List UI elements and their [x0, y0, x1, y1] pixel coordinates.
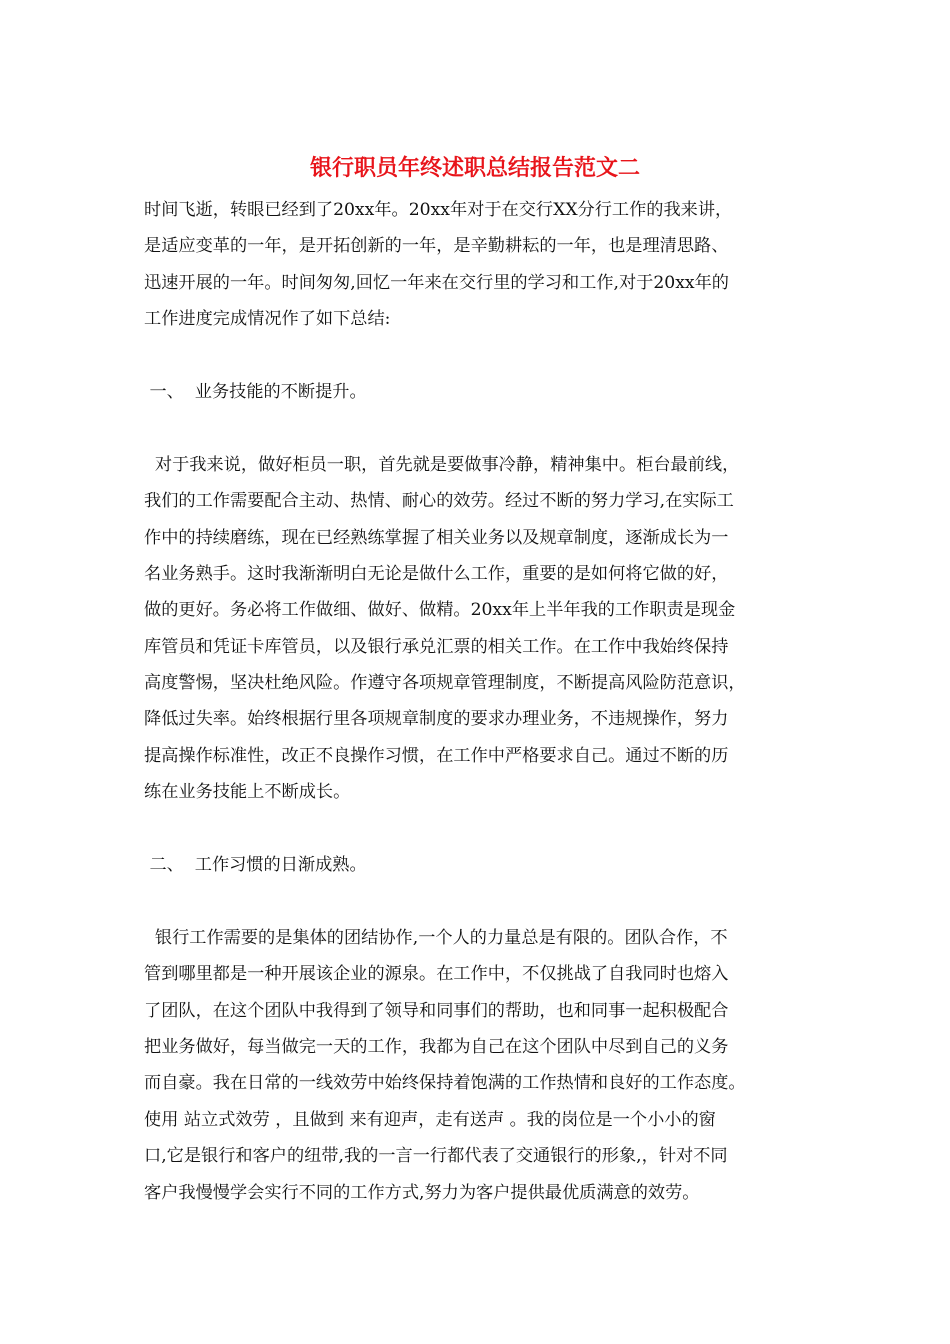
- section-1-paragraph: [144, 447, 814, 811]
- text-line: 迅速开展的一年。时间匆匆,回忆一年来在交行里的学习和工作,对于20xx年的: [144, 272, 729, 293]
- text-line: 高度警惕，坚决杜绝风险。作遵守各项规章管理制度，不断提高风险防范意识，: [144, 673, 746, 694]
- paragraph-spacer: [144, 410, 814, 446]
- paragraph-spacer: [144, 811, 814, 847]
- text-line: 客户我慢慢学会实行不同的工作方式,努力为客户提供最优质满意的效劳。: [144, 1182, 700, 1203]
- text-line: 做的更好。务必将工作做细、做好、做精。20xx年上半年我的工作职责是现金: [144, 600, 736, 621]
- document-body: [144, 192, 814, 1211]
- text-line: 提高操作标准性，改正不良操作习惯，在工作中严格要求自己。通过不断的历: [144, 745, 729, 766]
- text-line: 对于我来说，做好柜员一职，首先就是要做事冷静，精神集中。柜台最前线，: [144, 454, 740, 475]
- text-line: 而自豪。我在日常的一线效劳中始终保持着饱满的工作热情和良好的工作态度。: [144, 1073, 746, 1094]
- text-line: 名业务熟手。这时我渐渐明白无论是做什么工作，重要的是如何将它做的好，: [144, 563, 729, 584]
- text-line: 把业务做好，每当做完一天的工作，我都为自己在这个团队中尽到自己的义务: [144, 1036, 729, 1057]
- text-line: 作中的持续磨练，现在已经熟练掌握了相关业务以及规章制度，逐渐成长为一: [144, 527, 729, 548]
- section-2-paragraph: [144, 920, 814, 1211]
- section-heading-2: 二、 工作习惯的日渐成熟。: [144, 855, 367, 876]
- text-line: 管到哪里都是一种开展该企业的源泉。在工作中，不仅挑战了自我同时也熔入: [144, 964, 729, 985]
- text-line: 降低过失率。始终根据行里各项规章制度的要求办理业务，不违规操作，努力: [144, 709, 729, 730]
- document-title: 银行职员年终述职总结报告范文二: [309, 155, 640, 181]
- text-line: 口,它是银行和客户的纽带,我的一言一行都代表了交通银行的形象,，针对不同: [144, 1146, 728, 1167]
- text-line: 银行工作需要的是集体的团结协作,一个人的力量总是有限的。团队合作，不: [144, 927, 728, 948]
- paragraph-spacer: [144, 883, 814, 919]
- paragraph-spacer: [144, 338, 814, 374]
- intro-paragraph: [144, 192, 814, 338]
- text-line: 是适应变革的一年，是开拓创新的一年，是辛勤耕耘的一年，也是理清思路、: [144, 236, 729, 257]
- text-line: 我们的工作需要配合主动、热情、耐心的效劳。经过不断的努力学习,在实际工: [144, 491, 734, 512]
- text-line: 库管员和凭证卡库管员，以及银行承兑汇票的相关工作。在工作中我始终保持: [144, 636, 729, 657]
- text-line: 工作进度完成情况作了如下总结:: [144, 309, 391, 330]
- section-heading-1: 一、 业务技能的不断提升。: [144, 381, 367, 402]
- text-line: 使用 站立式效劳 ，且做到 来有迎声，走有送声 。我的岗位是一个小小的窗: [144, 1109, 716, 1130]
- text-line: 练在业务技能上不断成长。: [144, 782, 351, 803]
- text-line: 了团队，在这个团队中我得到了领导和同事们的帮助，也和同事一起积极配合: [144, 1000, 729, 1021]
- text-line: 时间飞逝，转眼已经到了20xx年。20xx年对于在交行XX分行工作的我来讲，: [144, 200, 733, 220]
